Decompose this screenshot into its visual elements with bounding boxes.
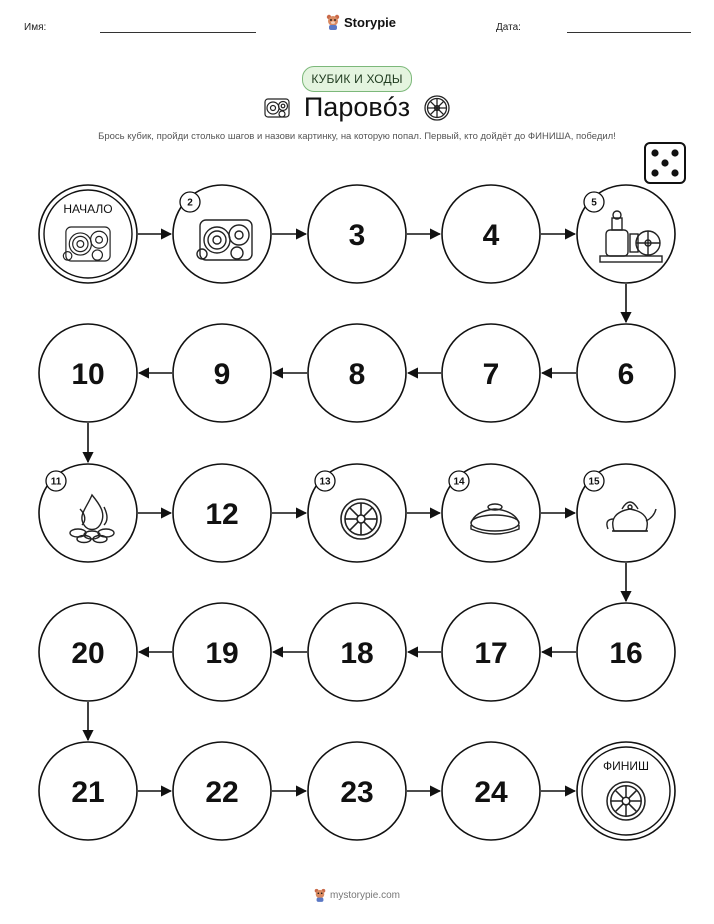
footer (0, 888, 714, 902)
name-label: Имя: (24, 22, 47, 33)
board-cell-6 (577, 324, 675, 422)
cell-number: 23 (340, 776, 374, 809)
board-cell-10 (39, 324, 137, 422)
board-cell-4 (442, 185, 540, 283)
board-cell-12 (173, 464, 271, 562)
start-label: НАЧАЛО (63, 202, 113, 216)
board-cell-11 (39, 464, 137, 562)
cell-number: 12 (205, 498, 239, 531)
cell-number: 7 (482, 358, 500, 391)
finish-cell (577, 742, 675, 840)
board-cell-9 (173, 324, 271, 422)
footer-url: mystorypie.com (329, 889, 400, 901)
board-cell-2 (173, 185, 271, 283)
board-cell-15 (577, 464, 675, 562)
cell-number: 17 (474, 637, 508, 670)
cell-number: 10 (71, 358, 105, 391)
finish-label: ФИНИШ (602, 759, 650, 773)
board-cell-22 (173, 742, 271, 840)
cell-number: 9 (213, 358, 231, 391)
cell-number-badge: 13 (319, 476, 331, 488)
board-cell-5 (577, 185, 675, 283)
page-title: Паровóз (303, 92, 411, 122)
board-cell-20 (39, 603, 137, 701)
bear-logo-icon (314, 888, 326, 902)
instructions: Брось кубик, пройди столько шагов и назови картинку, на которую попал. Первый, кто дойдёт до ФИНИША, победил! (98, 131, 616, 142)
board-cell-24 (442, 742, 540, 840)
cell-number: 20 (71, 637, 105, 670)
cell-number: 22 (205, 776, 239, 809)
board-cell-16 (577, 603, 675, 701)
brand-name: Storypie (344, 14, 397, 30)
board-cell-8 (308, 324, 406, 422)
cell-number-badge: 5 (591, 197, 597, 209)
category-badge: КУБИК И ХОДЫ (302, 66, 412, 92)
board-cell-13 (308, 464, 406, 562)
cell-number: 18 (340, 637, 374, 670)
cell-number-badge: 11 (50, 476, 62, 488)
cell-number-badge: 14 (453, 476, 465, 488)
start-cell (39, 185, 137, 283)
board-cell-14 (442, 464, 540, 562)
cell-number: 24 (474, 776, 508, 809)
board-cell-21 (39, 742, 137, 840)
board-cell-19 (173, 603, 271, 701)
cell-number: 16 (609, 637, 643, 670)
cell-number: 19 (205, 637, 239, 670)
board-cell-7 (442, 324, 540, 422)
cell-number: 6 (617, 358, 635, 391)
cell-number-badge: 2 (187, 197, 193, 209)
board-cell-18 (308, 603, 406, 701)
date-label: Дата: (496, 22, 521, 33)
board-cell-3 (308, 185, 406, 283)
cell-number: 21 (71, 776, 105, 809)
cell-number: 3 (348, 219, 366, 252)
cell-number: 8 (348, 358, 366, 391)
cell-number-badge: 15 (588, 476, 600, 488)
cell-number: 4 (482, 219, 500, 252)
board-cell-17 (442, 603, 540, 701)
board-cell-23 (308, 742, 406, 840)
